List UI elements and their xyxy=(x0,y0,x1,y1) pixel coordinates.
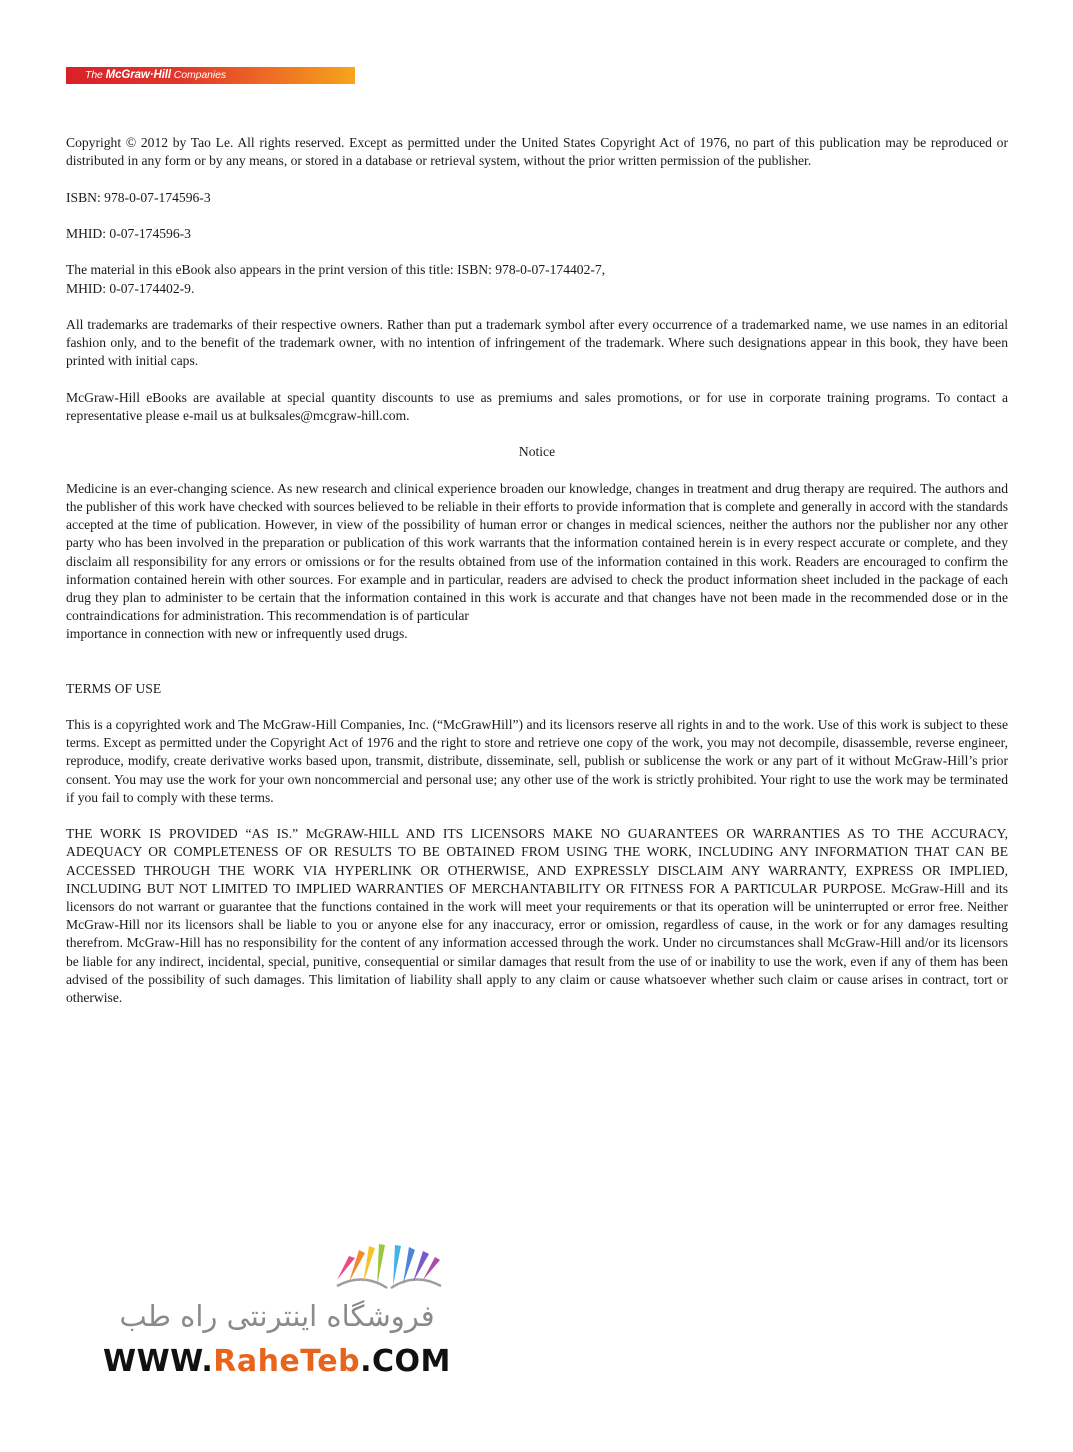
trademarks-paragraph: All trademarks are trademarks of their respective owners. Rather than put a trademark symbol after every occurrence of a trademarked name, we use names in an editorial fashion only, and to the benefit of the trademark owner, with no intention of infringement of the trademark. Where such designations appear in this book, they have been printed with initial caps. xyxy=(66,316,1008,369)
terms-paragraph-2: THE WORK IS PROVIDED “AS IS.” McGRAW-HILL AND ITS LICENSORS MAKE NO GUARANTEES OR WARRANTIES AS TO THE ACCURACY, ADEQUACY OR COMPLETENESS OF OR RESULTS TO BE OBTAINED FROM USING THE WORK, INCLUDING ANY INFORMATION THAT CAN BE ACCESSED THROUGH THE WORK VIA HYPERLINK OR OTHERWISE, AND EXPRESSLY DISCLAIM ANY WARRANTY, EXPRESS OR IMPLIED, INCLUDING BUT NOT LIMITED TO IMPLIED WARRANTIES OF MERCHANTABILITY OR FITNESS FOR A PARTICULAR PURPOSE. McGraw-Hill and its licensors do not warrant or guarantee that the functions contained in the work will meet your requirements or that its operation will be uninterrupted or error free. Neither McGraw-Hill nor its licensors shall be liable to you or anyone else for any inaccuracy, error or omission, regardless of cause, in the work or for any damages resulting therefrom. McGraw-Hill has no responsibility for the content of any information accessed through the work. Under no circumstances shall McGraw-Hill and/or its licensors be liable for any indirect, incidental, special, punitive, consequential or similar damages that result from the use of or inability to use the work, even if any of them has been advised of the possibility of such damages. This limitation of liability shall apply to any claim or cause whatsoever whether such claim or cause arises in contract, tort or otherwise. xyxy=(66,826,1008,1005)
notice-body-end: importance in connection with new or infrequently used drugs. xyxy=(66,626,408,642)
notice-heading: Notice xyxy=(518,444,556,460)
terms-of-use-heading: TERMS OF USE xyxy=(66,680,162,696)
copyright-page-content xyxy=(66,134,1008,1025)
publisher-logo-bar xyxy=(66,67,355,84)
open-book-icon xyxy=(329,1242,449,1296)
ebooks-paragraph: McGraw-Hill eBooks are available at special quantity discounts to use as premiums and sales promotions, or for use in corporate training programs. To contact a representative please e-mail us at bulksales@mcgraw-hill.com. xyxy=(66,389,1008,423)
raheteb-watermark xyxy=(103,1236,455,1386)
print-version-line-1: The material in this eBook also appears in the print version of this title: ISBN: 978-0-07-174402-7, xyxy=(66,262,606,278)
isbn-line: ISBN: 978-0-07-174596-3 xyxy=(66,189,211,205)
notice-body: Medicine is an ever-changing science. As new research and clinical experience broaden our knowledge, changes in treatment and drug therapy are required. The authors and the publisher of this work have checked with sources believed to be reliable in their efforts to provide information that is complete and generally in accord with the standards accepted at the time of publication. However, in view of the possibility of human error or changes in medical sciences, neither the authors nor the publisher nor any other party who has been involved in the preparation or publication of this work warrants that the information contained herein is in every respect accurate or complete, and they disclaim all responsibility for any errors or omissions or for the results obtained from use of the information contained in this work. Readers are encouraged to confirm the information contained herein with other sources. For example and in particular, readers are advised to check the product information sheet included in the package of each drug they plan to administer to be certain that the information contained in this work is accurate and that changes have not been made in the recommended dose or in the contraindications for administration. This recommendation is of particular xyxy=(66,480,1008,624)
publisher-logo-text: The McGraw·Hill Companies xyxy=(85,69,227,81)
copyright-statement: Copyright © 2012 by Tao Le. All rights reserved. Except as permitted under the United States Copyright Act of 1976, no part of this publication may be reproduced or distributed in any form or by any means, or stored in a database or retrieval system, without the prior written permission of the publisher. xyxy=(66,135,1008,169)
watermark-url: WWW.RaheTeb.COM xyxy=(103,1344,451,1379)
watermark-persian-text: فروشگاه اینترنتی راه طب xyxy=(119,1299,435,1333)
mhid-line: MHID: 0-07-174596-3 xyxy=(66,225,191,241)
print-version-line-2: MHID: 0-07-174402-9. xyxy=(66,280,195,296)
print-version-note xyxy=(66,261,1008,297)
terms-paragraph-1: This is a copyrighted work and The McGraw-Hill Companies, Inc. (“McGrawHill”) and its licensors reserve all rights in and to the work. Use of this work is subject to these terms. Except as permitted under the Copyright Act of 1976 and the right to store and retrieve one copy of the work, you may not decompile, disassemble, reverse engineer, reproduce, modify, create derivative works based upon, transmit, distribute, disseminate, sell, publish or sublicense the work or any part of it without McGraw-Hill’s prior consent. You may use the work for your own noncommercial and personal use; any other use of the work is strictly prohibited. Your right to use the work may be terminated if you fail to comply with these terms. xyxy=(66,716,1008,805)
